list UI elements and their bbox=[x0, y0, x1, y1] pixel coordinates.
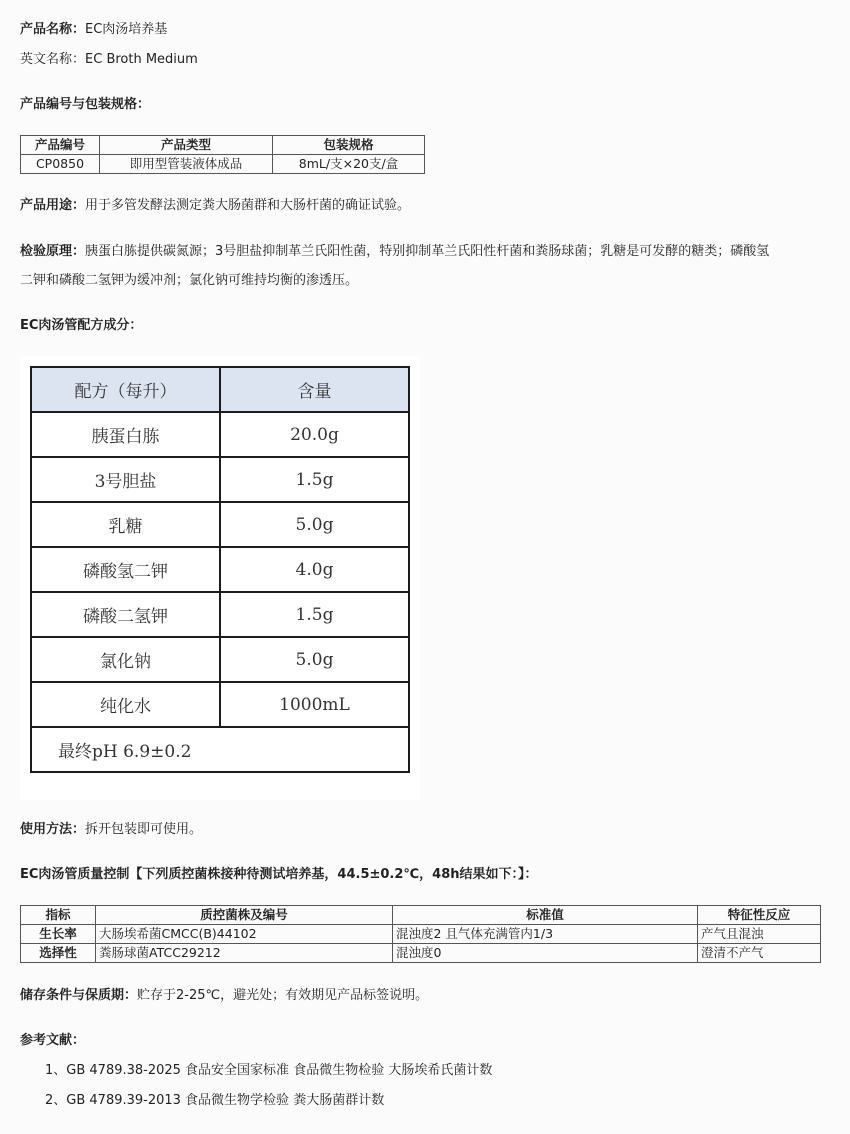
method-line bbox=[20, 820, 202, 840]
product-name-line bbox=[20, 20, 167, 40]
table-cell: 纯化水 bbox=[31, 682, 220, 727]
table-cell: 氯化钠 bbox=[31, 637, 220, 682]
table-cell: CP0850 bbox=[21, 155, 100, 174]
english-name-value: EC Broth Medium bbox=[85, 52, 198, 67]
method-label: 使用方法： bbox=[20, 822, 86, 837]
table-row bbox=[21, 925, 821, 944]
table-row bbox=[31, 682, 409, 727]
table-cell: 8mL/支×20支/盒 bbox=[273, 155, 425, 174]
principle-text-1: 胰蛋白胨提供碳氮源；3号胆盐抑制革兰氏阳性菌，特别抑制革兰氏阳性杆菌和粪肠球菌；乳糖是可发酵的糖类；磷酸氢 bbox=[85, 244, 770, 259]
table-cell: 选择性 bbox=[21, 944, 96, 963]
table-row bbox=[21, 155, 425, 174]
storage-line bbox=[20, 986, 428, 1006]
storage-value: 贮存于2-25℃，避光处；有效期见产品标签说明。 bbox=[137, 988, 429, 1003]
table-header-row bbox=[21, 136, 425, 155]
reference-item: 2、GB 4789.39-2013 食品微生物学检验 粪大肠菌群计数 bbox=[45, 1093, 385, 1108]
english-name-line bbox=[20, 50, 198, 70]
table-row bbox=[31, 412, 409, 457]
qc-heading: EC肉汤管质量控制【下列质控菌株接种待测试培养基，44.5±0.2℃，48h结果如下：】： bbox=[20, 867, 538, 882]
principle-label: 检验原理： bbox=[20, 244, 86, 259]
table-header-row bbox=[21, 906, 821, 925]
formula-image bbox=[20, 356, 420, 800]
table-cell: 磷酸氢二钾 bbox=[31, 547, 220, 592]
table-cell: 20.0g bbox=[220, 412, 409, 457]
table-header-row bbox=[31, 367, 409, 412]
table-row bbox=[31, 502, 409, 547]
method-value: 拆开包装即可使用。 bbox=[85, 822, 203, 837]
english-name-label: 英文名称： bbox=[20, 52, 86, 67]
table-header-cell: 指标 bbox=[21, 906, 96, 925]
table-cell: 3号胆盐 bbox=[31, 457, 220, 502]
product-name-label: 产品名称： bbox=[20, 22, 86, 37]
table-cell: 5.0g bbox=[220, 502, 409, 547]
qc-table bbox=[20, 905, 821, 963]
table-cell: 4.0g bbox=[220, 547, 409, 592]
formula-heading: EC肉汤管配方成分： bbox=[20, 318, 143, 333]
table-header-cell: 产品编号 bbox=[21, 136, 100, 155]
ph-row bbox=[31, 727, 409, 772]
formula-table bbox=[30, 366, 410, 773]
table-header-cell: 标准值 bbox=[393, 906, 698, 925]
table-header-cell: 质控菌株及编号 bbox=[96, 906, 393, 925]
table-cell: 5.0g bbox=[220, 637, 409, 682]
ph-cell: 最终pH 6.9±0.2 bbox=[31, 727, 409, 772]
table-header-cell: 含量 bbox=[220, 367, 409, 412]
table-cell: 产气且混浊 bbox=[698, 925, 821, 944]
table-header-cell: 特征性反应 bbox=[698, 906, 821, 925]
usage-label: 产品用途： bbox=[20, 198, 86, 213]
table-cell: 1.5g bbox=[220, 457, 409, 502]
table-cell: 大肠埃希菌CMCC(B)44102 bbox=[96, 925, 393, 944]
storage-label: 储存条件与保质期： bbox=[20, 988, 138, 1003]
table-cell: 乳糖 bbox=[31, 502, 220, 547]
table-cell: 澄清不产气 bbox=[698, 944, 821, 963]
product-name-value: EC肉汤培养基 bbox=[85, 22, 168, 37]
usage-line bbox=[20, 196, 410, 216]
spec-table bbox=[20, 135, 425, 174]
table-cell: 胰蛋白胨 bbox=[31, 412, 220, 457]
table-cell: 即用型管装液体成品 bbox=[100, 155, 273, 174]
usage-value: 用于多管发酵法测定粪大肠菌群和大肠杆菌的确证试验。 bbox=[85, 198, 411, 213]
table-cell: 粪肠球菌ATCC29212 bbox=[96, 944, 393, 963]
table-header-cell: 产品类型 bbox=[100, 136, 273, 155]
table-row bbox=[31, 637, 409, 682]
table-cell: 1.5g bbox=[220, 592, 409, 637]
references-heading: 参考文献： bbox=[20, 1033, 86, 1048]
table-cell: 混浊度0 bbox=[393, 944, 698, 963]
table-row bbox=[21, 944, 821, 963]
principle-line-2: 二钾和磷酸二氢钾为缓冲剂；氯化钠可维持均衡的渗透压。 bbox=[20, 273, 359, 288]
table-header-cell: 包装规格 bbox=[273, 136, 425, 155]
table-row bbox=[31, 592, 409, 637]
reference-item: 1、GB 4789.38-2025 食品安全国家标准 食品微生物检验 大肠埃希氏菌计数 bbox=[45, 1063, 493, 1078]
table-cell: 混浊度2 且气体充满管内1/3 bbox=[393, 925, 698, 944]
table-cell: 1000mL bbox=[220, 682, 409, 727]
spec-heading: 产品编号与包装规格： bbox=[20, 97, 151, 112]
table-header-cell: 配方（每升） bbox=[31, 367, 220, 412]
table-row bbox=[31, 547, 409, 592]
table-row bbox=[31, 457, 409, 502]
table-cell: 生长率 bbox=[21, 925, 96, 944]
principle-line-1 bbox=[20, 242, 769, 262]
table-cell: 磷酸二氢钾 bbox=[31, 592, 220, 637]
